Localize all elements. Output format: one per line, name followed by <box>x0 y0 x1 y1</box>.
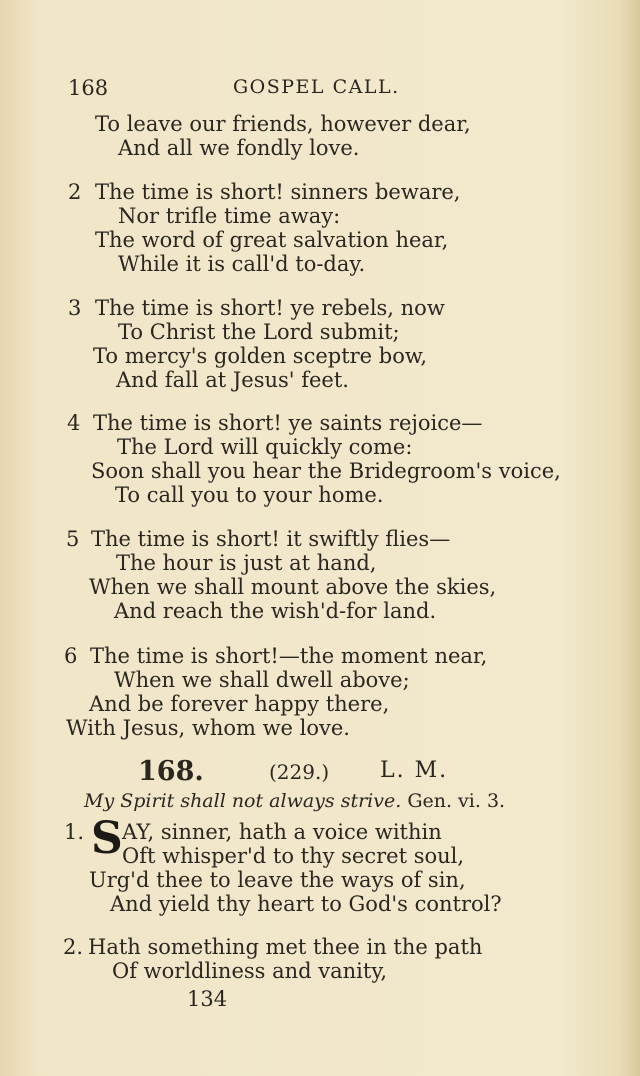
verse-line: When we shall mount above the skies, <box>89 575 497 599</box>
verse-number: 4 <box>67 411 81 435</box>
verse-line: To call you to your home. <box>115 483 384 507</box>
verse-number: 6 <box>64 644 78 668</box>
drop-cap: S <box>91 813 123 864</box>
verse-line: Hath something met thee in the path <box>88 935 483 959</box>
verse-line: Oft whisper'd to thy secret soul, <box>122 844 465 868</box>
verse-number: 1. <box>64 820 85 844</box>
page-header <box>68 76 408 100</box>
verse-line: The hour is just at hand, <box>116 551 377 575</box>
verse-line: And fall at Jesus' feet. <box>116 368 349 392</box>
verse-line: And yield thy heart to God's control? <box>110 892 502 916</box>
scripture-reference: Gen. vi. 3. <box>407 790 506 812</box>
verse-line: The time is short!—the moment near, <box>90 644 488 668</box>
verse-line: The time is short! it swiftly flies— <box>91 527 451 551</box>
verse-line: The time is short! ye saints rejoice— <box>93 411 483 435</box>
verse-number: 2 <box>68 180 82 204</box>
verse-line: The word of great salvation hear, <box>95 228 449 252</box>
verse-line: Soon shall you hear the Bridegroom's voice, <box>91 459 561 483</box>
verse-line: And be forever happy there, <box>89 692 390 716</box>
verse-line: AY, sinner, hath a voice within <box>122 820 442 844</box>
verse-line: When we shall dwell above; <box>114 668 410 692</box>
verse-line: And all we fondly love. <box>118 136 360 160</box>
verse-number: 5 <box>66 527 80 551</box>
verse-line: The time is short! ye rebels, now <box>95 296 445 320</box>
signature-number: 134 <box>187 987 228 1011</box>
verse-line: Urg'd thee to leave the ways of sin, <box>89 868 466 892</box>
verse-number: 2. <box>63 935 84 959</box>
page-number: 168 <box>68 76 109 100</box>
verse-line: And reach the wish'd-for land. <box>114 599 437 623</box>
hymn-number: 168. <box>138 756 204 787</box>
verse-line: To leave our friends, however dear, <box>95 112 471 136</box>
verse-line: To Christ the Lord submit; <box>118 320 400 344</box>
hymn-reference: (229.) <box>269 760 330 784</box>
verse-line: With Jesus, whom we love. <box>66 716 350 740</box>
running-title: GOSPEL CALL. <box>233 76 400 98</box>
verse-line: The time is short! sinners beware, <box>95 180 461 204</box>
hymn-meter: L. M. <box>380 758 449 783</box>
verse-line: While it is call'd to-day. <box>118 252 366 276</box>
verse-line: To mercy's golden sceptre bow, <box>93 344 428 368</box>
verse-line: Nor trifle time away: <box>118 204 341 228</box>
subtitle-text: My Spirit shall not always strive. <box>84 790 402 812</box>
verse-number: 3 <box>68 296 82 320</box>
verse-line: Of worldliness and vanity, <box>112 959 388 983</box>
verse-line: The Lord will quickly come: <box>117 435 413 459</box>
hymn-subtitle <box>84 790 505 812</box>
